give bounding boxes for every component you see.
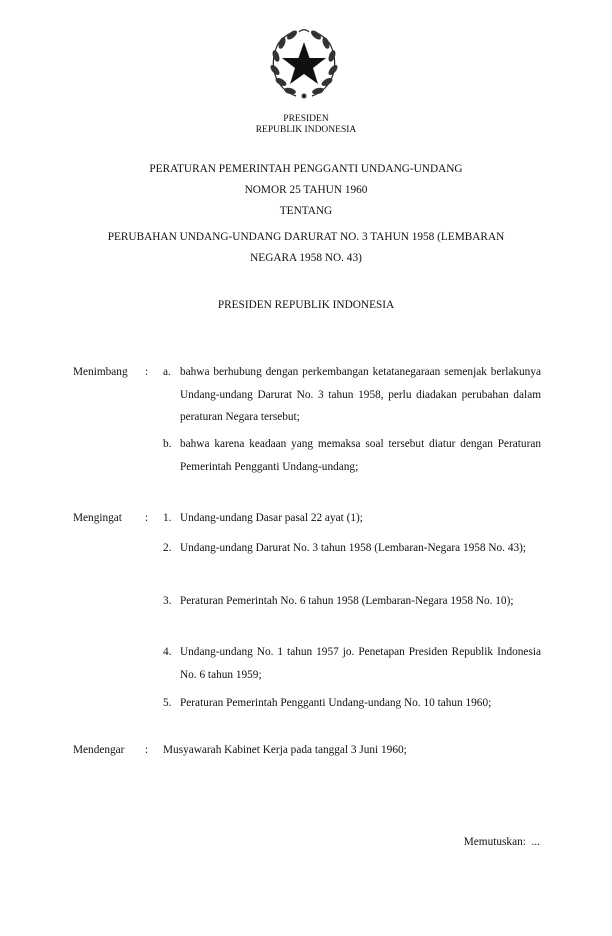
header-republic: REPUBLIK INDONESIA bbox=[255, 125, 357, 135]
colon: : bbox=[145, 512, 149, 524]
title-line-4: PERUBAHAN UNDANG-UNDANG DARURAT NO. 3 TAHUN 1958 (LEMBARAN bbox=[107, 231, 505, 243]
section-label: Mendengar bbox=[73, 744, 125, 756]
list-item bbox=[163, 646, 541, 686]
item-marker: 3. bbox=[163, 595, 172, 607]
colon: : bbox=[145, 744, 149, 756]
continuation-note: Memutuskan: ... bbox=[463, 836, 540, 848]
item-text: bahwa berhubung dengan perkembangan ketatanegaraan semenjak berlakunya Undang-undang Darurat No. 3 tahun 1958, perlu diadakan perubahan dalam peraturan Negara tersebut; bbox=[180, 366, 541, 423]
issuer: PRESIDEN REPUBLIK INDONESIA bbox=[217, 299, 395, 311]
list-item bbox=[163, 595, 541, 613]
title-line-3: TENTANG bbox=[279, 205, 333, 217]
section-label: Menimbang bbox=[73, 366, 128, 378]
header-president: PRESIDEN bbox=[283, 114, 329, 124]
title-line-5: NEGARA 1958 NO. 43) bbox=[250, 252, 362, 264]
item-text: Undang-undang No. 1 tahun 1957 jo. Penetapan Presiden Republik Indonesia No. 6 tahun 1959; bbox=[180, 646, 541, 681]
title-line-1: PERATURAN PEMERINTAH PENGGANTI UNDANG-UNDANG bbox=[149, 163, 463, 175]
list-item bbox=[163, 512, 541, 530]
mendengar-text: Musyawarah Kabinet Kerja pada tanggal 3 Juni 1960; bbox=[163, 744, 407, 756]
item-text: bahwa karena keadaan yang memaksa soal tersebut diatur dengan Peraturan Pemerintah Pengganti Undang-undang; bbox=[180, 438, 541, 473]
item-text: Undang-undang Darurat No. 3 tahun 1958 (Lembaran-Negara 1958 No. 43); bbox=[180, 542, 527, 554]
item-marker: 1. bbox=[163, 512, 172, 524]
item-text: Peraturan Pemerintah Pengganti Undang-undang No. 10 tahun 1960; bbox=[180, 697, 492, 709]
list-item bbox=[163, 366, 541, 429]
list-item bbox=[163, 542, 541, 560]
item-marker: b. bbox=[163, 438, 172, 450]
item-text: Undang-undang Dasar pasal 22 ayat (1); bbox=[180, 512, 363, 524]
title-line-2: NOMOR 25 TAHUN 1960 bbox=[244, 184, 368, 196]
list-item bbox=[163, 438, 541, 478]
item-text: Peraturan Pemerintah No. 6 tahun 1958 (Lembaran-Negara 1958 No. 10); bbox=[180, 595, 514, 607]
item-marker: 4. bbox=[163, 646, 172, 658]
list-item bbox=[163, 697, 541, 715]
item-marker: 5. bbox=[163, 697, 172, 709]
item-marker: 2. bbox=[163, 542, 172, 554]
colon: : bbox=[145, 366, 149, 378]
emblem bbox=[266, 26, 342, 102]
section-label: Mengingat bbox=[73, 512, 122, 524]
item-marker: a. bbox=[163, 366, 171, 378]
garuda-star-wreath-icon bbox=[266, 26, 342, 102]
